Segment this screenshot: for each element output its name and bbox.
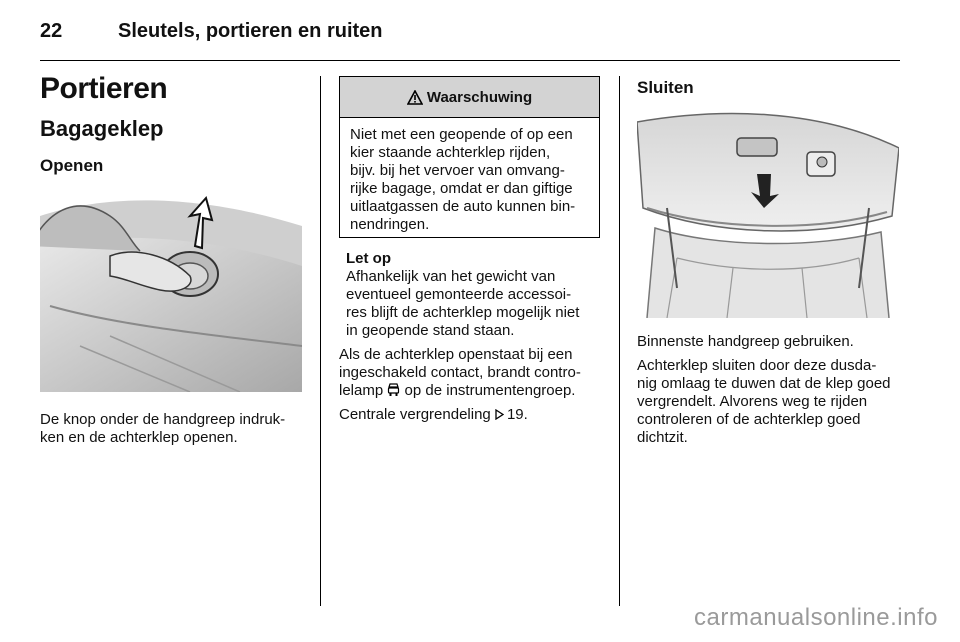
inner-handle-text: Binnenste handgreep gebruiken.: [637, 333, 854, 350]
cross-reference-triangle-icon[interactable]: [495, 409, 504, 420]
tailgate-open-lamp-icon: [387, 382, 400, 398]
column-divider-2: [619, 76, 620, 606]
warning-header: [340, 77, 599, 118]
watermark: carmanualsonline.info: [694, 604, 938, 631]
header-rule: [40, 60, 900, 61]
central-locking-reference: Centrale vergrendeling 19.: [339, 406, 528, 423]
openen-caption: De knop onder de handgreep indruk- ken en de achterklep openen.: [40, 411, 286, 446]
page-reference-link[interactable]: 19.: [506, 406, 528, 423]
warning-text: Niet met een geopende of op een kier staande achterklep rijden, bijv. bij het vervoer van omvang- rijke bagage, omdat er dan giftige uitlaatgassen de auto kunnen bin- nendringen.: [350, 126, 576, 233]
warning-box: [339, 76, 600, 238]
close-tailgate-illustration: [637, 108, 899, 318]
openen-heading: Openen: [40, 156, 104, 175]
section-subtitle: Bagageklep: [40, 116, 164, 141]
sluiten-heading: Sluiten: [637, 78, 694, 97]
warning-title: Waarschuwing: [426, 88, 533, 106]
page-number: 22: [40, 20, 63, 42]
lamp-paragraph: Als de achterklep openstaat bij een ingeschakeld contact, brandt contro- lelamp op de instrumentengroep.: [339, 346, 581, 399]
note-title: Let op: [346, 250, 391, 267]
warning-triangle-icon: [407, 90, 423, 105]
closing-instructions: Achterklep sluiten door deze dusda- nig omlaag te duwen dat de klep goed vergrendelt. Alvorens weg te rijden controleren of de achterklep goed dichtzit.: [637, 357, 891, 446]
chapter-title: Sleutels, portieren en ruiten: [118, 20, 383, 42]
column-divider-1: [320, 76, 321, 606]
open-tailgate-illustration: [40, 186, 302, 392]
note-block: Let op Afhankelijk van het gewicht van eventueel gemonteerde accessoi- res blijft de achterklep mogelijk niet in geopende stand staan.: [346, 250, 580, 339]
section-title: Portieren: [40, 72, 168, 105]
